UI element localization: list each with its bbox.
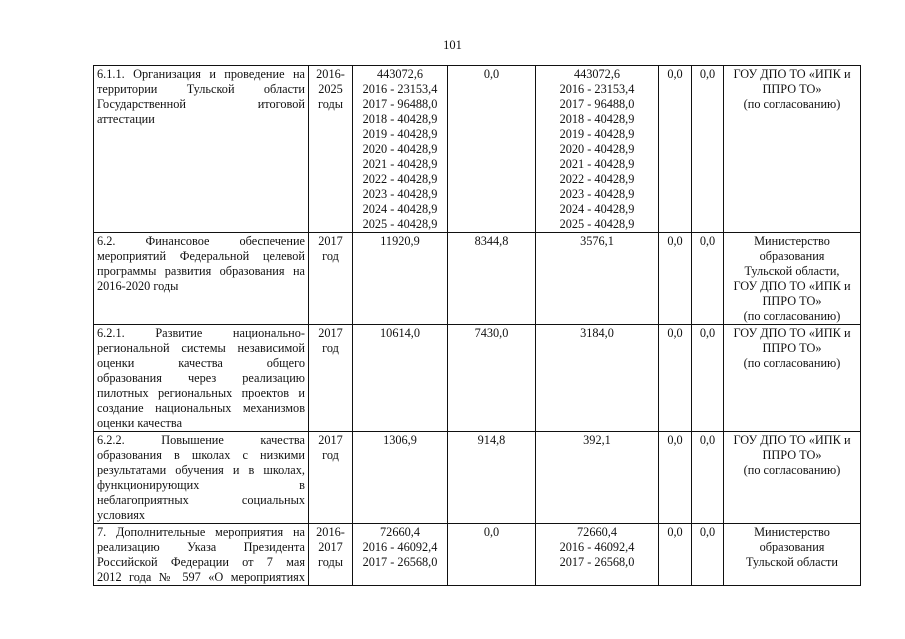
measure-name-line: 6.2.2. Повышение качества [97, 433, 305, 447]
executor-line: Министерство [754, 525, 830, 539]
regional-budget-line: 2022 - 40428,9 [559, 172, 635, 186]
executor-cell [724, 524, 861, 586]
measure-name-line: Российской Федерации от 7 мая [97, 555, 305, 569]
measure-name-cell [94, 432, 309, 524]
measure-name-line: 6.2. Финансовое обеспечение [97, 234, 305, 248]
measure-name-line: региональной системы независимой [97, 341, 305, 355]
total-line: 10614,0 [380, 326, 420, 340]
measure-name-line: 7. Дополнительные мероприятия на [97, 525, 305, 539]
regional-budget-line: 2018 - 40428,9 [559, 112, 635, 126]
executor-line: Тульской области, [744, 264, 840, 278]
executor-line: Министерство [754, 234, 830, 248]
regional-budget-line: 2023 - 40428,9 [559, 187, 635, 201]
executor-cell [724, 325, 861, 432]
executor-line: ППРО ТО» [762, 294, 822, 308]
local-budget-line: 0,0 [667, 326, 683, 340]
regional-budget-cell [536, 325, 659, 432]
measure-name-line: создание национальных механизмов [97, 401, 305, 415]
federal-budget-line: 8344,8 [474, 234, 509, 248]
period-line: годы [317, 555, 344, 569]
measure-name-line: Государственной итоговой [97, 97, 305, 111]
regional-budget-line: 2017 - 96488,0 [559, 97, 635, 111]
total-line: 2019 - 40428,9 [362, 127, 438, 141]
regional-budget-line: 2016 - 46092,4 [559, 540, 635, 554]
regional-budget-line: 2019 - 40428,9 [559, 127, 635, 141]
federal-budget-cell [448, 66, 536, 233]
executor-line: (по согласованию) [743, 356, 841, 370]
executor-line: ППРО ТО» [762, 82, 822, 96]
regional-budget-cell [536, 66, 659, 233]
total-cell [353, 66, 448, 233]
extrabudget-line: 0,0 [699, 525, 716, 539]
total-cell [353, 524, 448, 586]
period-line: 2017 [318, 433, 343, 447]
program-measures-table [93, 65, 861, 586]
measure-name-line: программы развития образования на [97, 264, 305, 278]
executor-cell [724, 66, 861, 233]
federal-budget-line: 7430,0 [474, 326, 509, 340]
period-line: 2017 [318, 326, 343, 340]
period-line: 2016- [316, 67, 345, 81]
total-line: 2018 - 40428,9 [362, 112, 438, 126]
local-budget-cell [659, 233, 692, 325]
extrabudget-cell [692, 325, 724, 432]
federal-budget-line: 914,8 [477, 433, 506, 447]
period-cell [309, 66, 353, 233]
period-line: 2016- [316, 525, 345, 539]
executor-line: образования [759, 249, 825, 263]
executor-cell [724, 432, 861, 524]
regional-budget-line: 72660,4 [577, 525, 617, 539]
regional-budget-line: 2025 - 40428,9 [559, 217, 635, 231]
executor-line: ГОУ ДПО ТО «ИПК и [733, 279, 851, 293]
period-line: 2017 [318, 540, 343, 554]
local-budget-cell [659, 432, 692, 524]
regional-budget-line: 2024 - 40428,9 [559, 202, 635, 216]
measure-name-line: реализацию Указа Президента [97, 540, 305, 554]
total-line: 2022 - 40428,9 [362, 172, 438, 186]
regional-budget-line: 2016 - 23153,4 [559, 82, 635, 96]
measure-name-line: территории Тульской области [97, 82, 305, 96]
federal-budget-cell [448, 325, 536, 432]
period-line: годы [317, 97, 344, 111]
period-line: 2025 [318, 82, 343, 96]
measure-name-line: 6.2.1. Развитие национально- [97, 326, 305, 340]
extrabudget-line: 0,0 [699, 433, 716, 447]
federal-budget-cell [448, 233, 536, 325]
local-budget-cell [659, 524, 692, 586]
total-line: 2024 - 40428,9 [362, 202, 438, 216]
total-line: 2016 - 23153,4 [362, 82, 438, 96]
total-line: 2016 - 46092,4 [362, 540, 438, 554]
local-budget-line: 0,0 [667, 234, 683, 248]
federal-budget-line: 0,0 [483, 525, 500, 539]
regional-budget-cell [536, 432, 659, 524]
table-row [94, 233, 861, 325]
table-row [94, 325, 861, 432]
federal-budget-cell [448, 524, 536, 586]
total-line: 2017 - 96488,0 [362, 97, 438, 111]
local-budget-cell [659, 325, 692, 432]
period-cell [309, 524, 353, 586]
total-line: 2021 - 40428,9 [362, 157, 438, 171]
executor-line: ППРО ТО» [762, 448, 822, 462]
total-line: 72660,4 [380, 525, 420, 539]
total-cell [353, 325, 448, 432]
extrabudget-cell [692, 432, 724, 524]
total-line: 443072,6 [376, 67, 424, 81]
regional-budget-cell [536, 233, 659, 325]
regional-budget-line: 392,1 [583, 433, 611, 447]
executor-line: Тульской области [746, 555, 838, 569]
measure-name-cell [94, 524, 309, 586]
period-line: год [322, 448, 339, 462]
table-row [94, 524, 861, 586]
period-line: 2017 [318, 234, 343, 248]
executor-cell [724, 233, 861, 325]
local-budget-cell [659, 66, 692, 233]
total-line: 11920,9 [380, 234, 420, 248]
measure-name-line: функционирующих в [97, 478, 305, 492]
measure-name-line: аттестации [97, 112, 155, 126]
federal-budget-line: 0,0 [483, 67, 500, 81]
executor-line: образования [759, 540, 825, 554]
measure-name-line: оценки качества общего [97, 356, 305, 370]
executor-line: ГОУ ДПО ТО «ИПК и [733, 326, 851, 340]
extrabudget-cell [692, 66, 724, 233]
period-line: год [322, 249, 339, 263]
measure-name-line: условиях [97, 508, 146, 522]
extrabudget-line: 0,0 [699, 326, 716, 340]
period-cell [309, 233, 353, 325]
federal-budget-cell [448, 432, 536, 524]
executor-line: (по согласованию) [743, 309, 841, 323]
total-line: 2017 - 26568,0 [362, 555, 438, 569]
period-line: год [322, 341, 339, 355]
measure-name-line: образования через реализацию [97, 371, 305, 385]
executor-line: ГОУ ДПО ТО «ИПК и [733, 67, 851, 81]
total-cell [353, 233, 448, 325]
total-cell [353, 432, 448, 524]
regional-budget-line: 3184,0 [580, 326, 614, 340]
period-cell [309, 432, 353, 524]
measure-name-line: неблагоприятных социальных [97, 493, 305, 507]
measure-name-line: 6.1.1. Организация и проведение на [97, 67, 305, 81]
local-budget-line: 0,0 [667, 525, 683, 539]
measure-name-line: 2012 года № 597 «О мероприятиях [97, 570, 305, 584]
executor-line: ГОУ ДПО ТО «ИПК и [733, 433, 851, 447]
measure-name-line: 2016-2020 годы [97, 279, 179, 293]
total-line: 2020 - 40428,9 [362, 142, 438, 156]
regional-budget-line: 443072,6 [573, 67, 621, 81]
measure-name-cell [94, 325, 309, 432]
executor-line: ППРО ТО» [762, 341, 822, 355]
extrabudget-line: 0,0 [699, 234, 716, 248]
table-body [94, 66, 861, 586]
local-budget-line: 0,0 [667, 433, 683, 447]
local-budget-line: 0,0 [667, 67, 683, 81]
regional-budget-line: 2021 - 40428,9 [559, 157, 635, 171]
total-line: 1306,9 [383, 433, 417, 447]
table-row [94, 66, 861, 233]
regional-budget-cell [536, 524, 659, 586]
regional-budget-line: 2017 - 26568,0 [559, 555, 635, 569]
measure-name-cell [94, 233, 309, 325]
regional-budget-line: 2020 - 40428,9 [559, 142, 635, 156]
extrabudget-line: 0,0 [699, 67, 716, 81]
total-line: 2023 - 40428,9 [362, 187, 438, 201]
extrabudget-cell [692, 524, 724, 586]
measure-name-line: пилотных региональных проектов и [97, 386, 305, 400]
period-cell [309, 325, 353, 432]
extrabudget-cell [692, 233, 724, 325]
measure-name-cell [94, 66, 309, 233]
measure-name-line: образования в школах с низкими [97, 448, 305, 462]
table-row [94, 432, 861, 524]
regional-budget-line: 3576,1 [580, 234, 614, 248]
total-line: 2025 - 40428,9 [362, 217, 438, 231]
measure-name-line: оценки качества [97, 416, 183, 430]
executor-line: (по согласованию) [743, 463, 841, 477]
executor-line: (по согласованию) [743, 97, 841, 111]
measure-name-line: результатами обучения и в школах, [97, 463, 305, 477]
measure-name-line: мероприятий Федеральной целевой [97, 249, 305, 263]
page-number: 101 [443, 38, 462, 52]
